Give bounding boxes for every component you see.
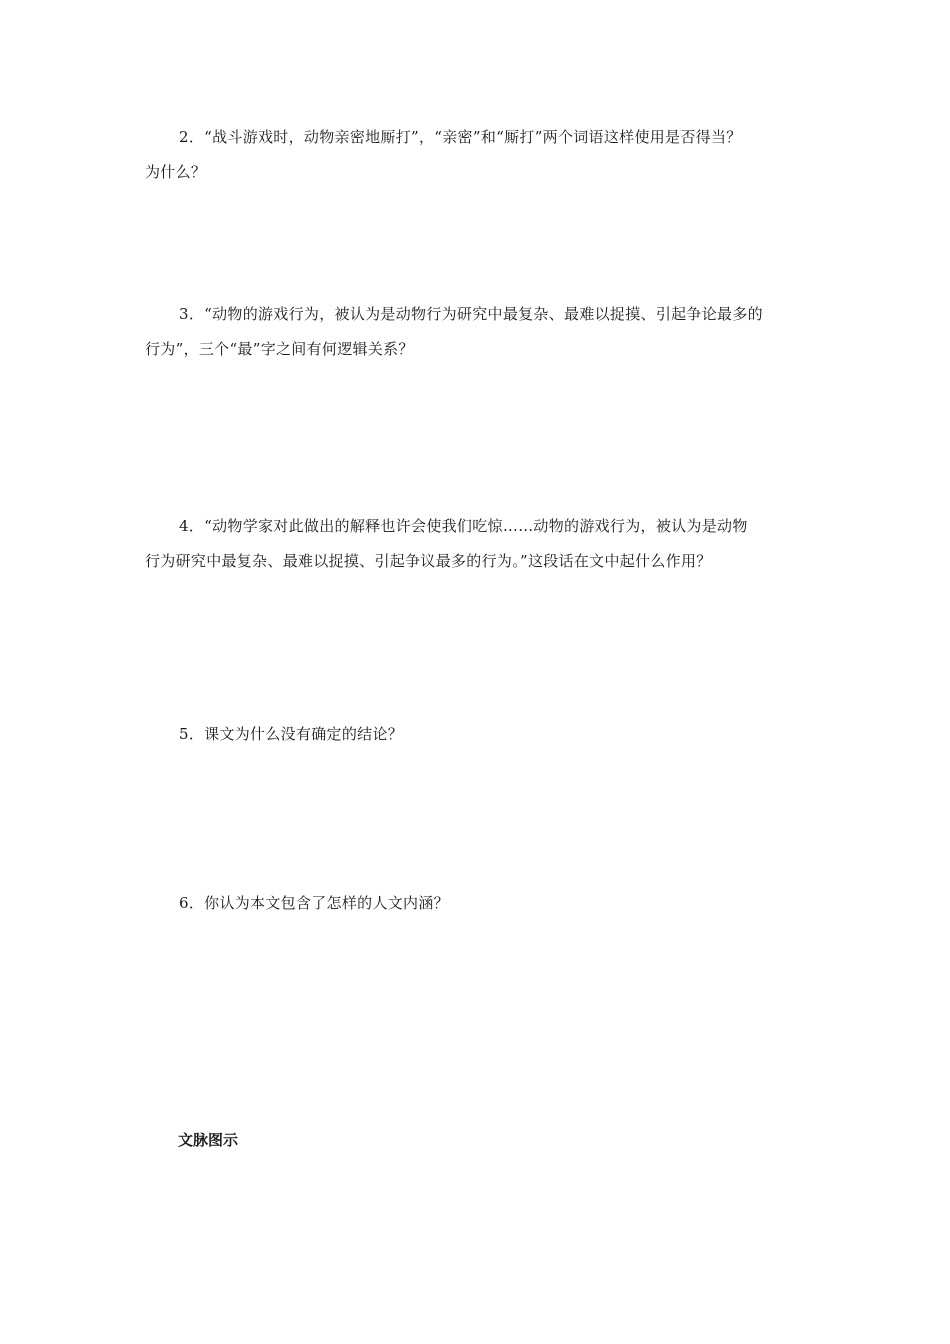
question-4-line-1: 4．“动物学家对此做出的解释也许会使我们吃惊……动物的游戏行为，被认为是动物 [179, 517, 748, 535]
question-3-line-1: 3．“动物的游戏行为，被认为是动物行为研究中最复杂、最难以捉摸、引起争论最多的 [179, 305, 763, 323]
section-title: 文脉图示 [178, 1131, 239, 1149]
question-5 [145, 717, 825, 752]
question-4 [145, 509, 825, 579]
question-4-line-2: 行为研究中最复杂、最难以捉摸、引起争议最多的行为。”这段话在文中起什么作用？ [145, 552, 712, 570]
question-5-line-1: 5．课文为什么没有确定的结论？ [179, 725, 404, 743]
question-3-line-2: 行为”，三个“最”字之间有何逻辑关系？ [145, 340, 414, 358]
question-2-line-2: 为什么？ [145, 163, 207, 181]
question-6-line-1: 6．你认为本文包含了怎样的人文内涵？ [179, 894, 449, 912]
question-3 [145, 297, 825, 367]
question-2-line-1: 2．“战斗游戏时，动物亲密地厮打”，“亲密”和“厮打”两个词语这样使用是否得当？ [179, 128, 742, 146]
question-6 [145, 886, 825, 921]
question-2 [145, 120, 825, 190]
